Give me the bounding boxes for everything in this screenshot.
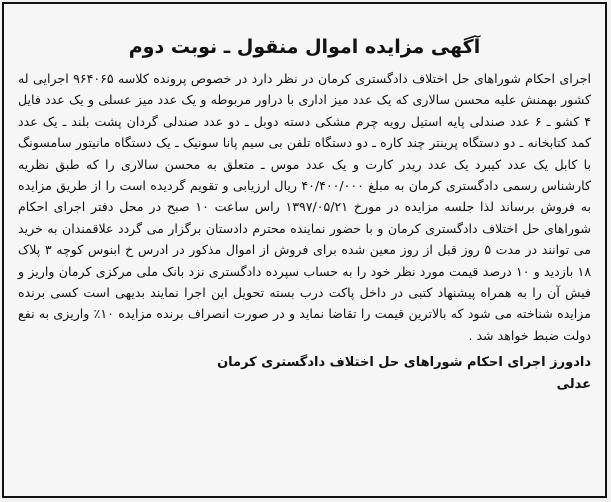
signature-title: دادورز اجرای احکام شوراهای حل اختلاف دادگستری کرمان [217, 355, 591, 371]
notice-signature [18, 352, 591, 396]
signature-name: عدلی [556, 377, 591, 393]
auction-notice [2, 2, 607, 498]
notice-body: اجرای احکام شوراهای حل اختلاف دادگستری کرمان در نظر دارد در خصوص پرونده کلاسه ۹۶۴۰۶۵ اجرایی له کشور بهمنش علیه محسن سالاری که یک عدد میز اداری با دراور مربوطه و یک عدد میز عسلی و یک عدد فایل ۴ کشو ـ ۶ عدد صندلی پایه استیل رویه چرم مشکی دسته دوبل ـ دو عدد صندلی گردان پشت بلند ـ یک عدد کمد کتابخانه ـ دو دستگاه پرینتر چند کاره ـ دو دستگاه تلفن بی سیم پانا سونیک ـ یک دستگاه مانیتور سامسونگ با کابل یک عدد کیبرد یک عدد ریدر کارت و یک عدد موس ـ متعلق به محسن سالاری را که طبق نظریه کارشناس رسمی دادگستری کرمان به مبلغ ۴۰/۴۰۰/۰۰۰ ریال ارزیابی و تقویم گردیده است را از طریق مزایده به فروش برساند لذا جلسه مزایده در مورخ ۱۳۹۷/۰۵/۲۱ راس ساعت ۱۰ صبح در محل دفتر اجرای احکام شوراهای حل اختلاف دادگستری کرمان و با حضور نماینده محترم دادستان برگزار می گردد علاقمندان به خرید می توانند در مدت ۵ روز قبل از روز معین شده برای فروش از اموال مذکور در ادرس خ ابنوس کوچه ۳ پلاک ۱۸ بازدید و ۱۰ درصد قیمت مورد نظر خود را به حساب سپرده دادگستری نزد بانک ملی مرکزی کرمان واریز و فیش آن را به همراه پیشنهاد کتبی در داخل پاکت درب بسته تحویل این اجرا نمایند بدیهی است کسی برنده مزایده شناخته می شود که بالاترین قیمت را تقاضا نماید و در صورت انصراف برنده مزایده ۱۰٪ واریزی به نفع دولت ضبط خواهد شد . [18, 71, 592, 343]
notice-title: آگهی مزایده اموال منقول ـ نوبت دوم [128, 36, 481, 58]
